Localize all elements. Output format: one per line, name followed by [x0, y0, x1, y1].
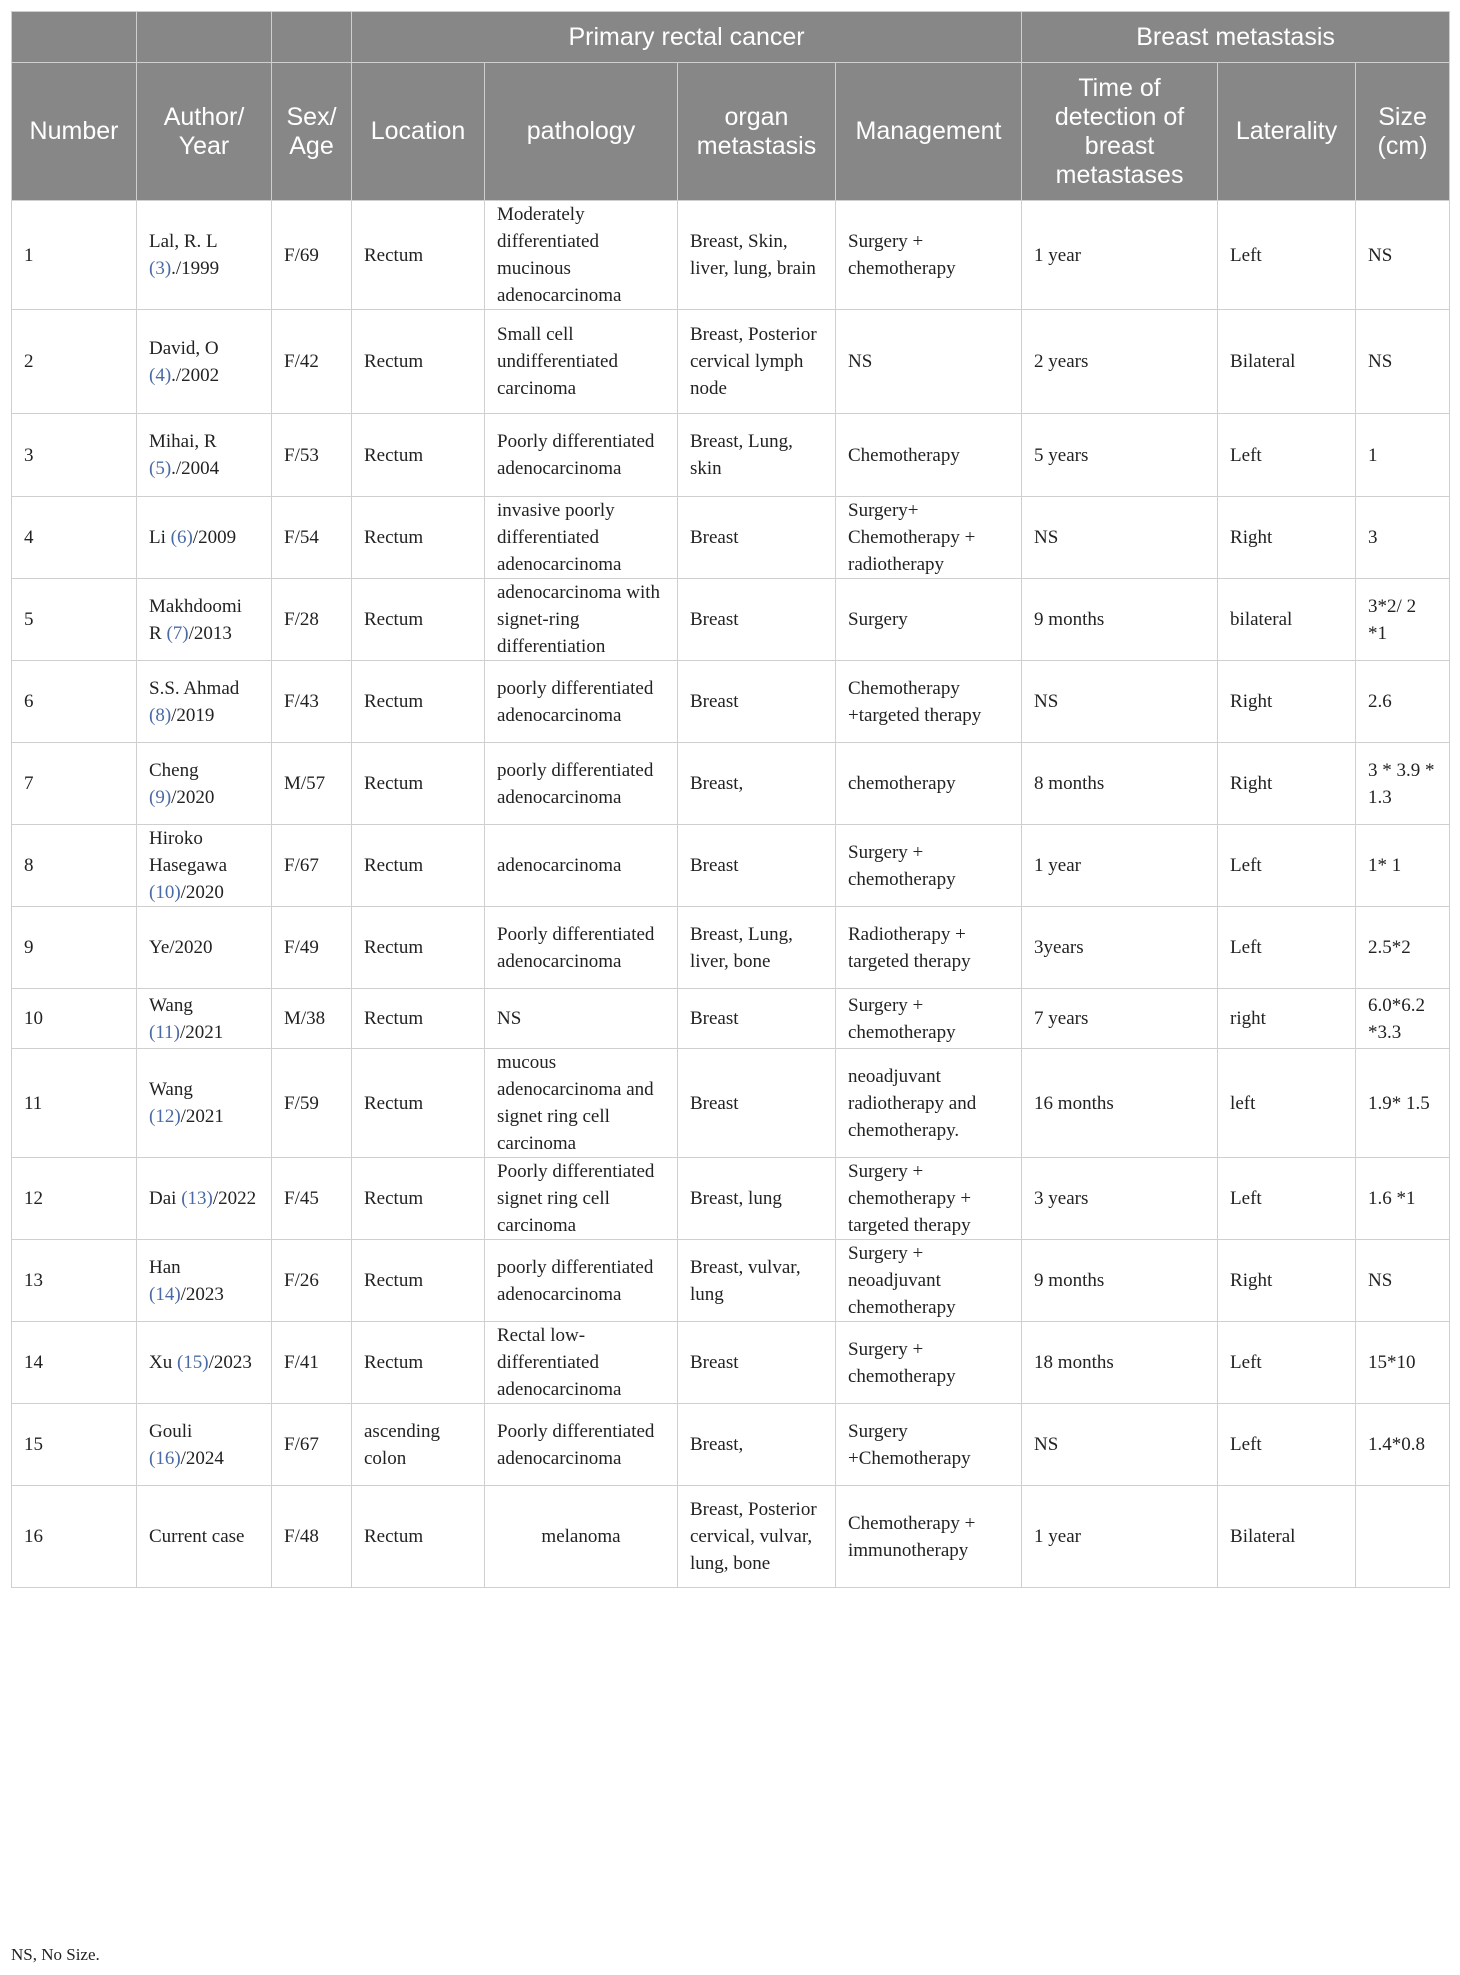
cell-sex-age: F/43: [272, 661, 352, 743]
cell-time-of-detection: NS: [1022, 661, 1218, 743]
cell-number: 12: [12, 1158, 137, 1240]
author-name: Wang: [149, 1079, 193, 1100]
table-row: [12, 1404, 1450, 1486]
author-name: Xu: [149, 1352, 177, 1373]
cell-management: Surgery +Chemotherapy: [836, 1404, 1022, 1486]
cell-sex-age: F/45: [272, 1158, 352, 1240]
cell-organ-metastasis: Breast: [678, 661, 836, 743]
table-body: [12, 201, 1450, 1588]
cell-laterality: Left: [1218, 907, 1356, 989]
literature-review-table: [11, 11, 1450, 1588]
cell-size: 1: [1356, 414, 1450, 497]
author-year: /2023: [180, 1283, 224, 1305]
cell-pathology: mucous adenocarcinoma and signet ring cell carcinoma: [485, 1049, 678, 1158]
cell-organ-metastasis: Breast, Lung, liver, bone: [678, 907, 836, 989]
reference-link[interactable]: (14): [149, 1283, 181, 1305]
column-header: Time of detection of breast metastases: [1022, 63, 1218, 201]
table-row: [12, 1158, 1450, 1240]
cell-number: 15: [12, 1404, 137, 1486]
table-row: [12, 201, 1450, 310]
cell-location: ascending colon: [352, 1404, 485, 1486]
cell-number: 9: [12, 907, 137, 989]
column-header: Sex/ Age: [272, 63, 352, 201]
cell-organ-metastasis: Breast,: [678, 1404, 836, 1486]
cell-size: [1356, 1486, 1450, 1588]
cell-location: Rectum: [352, 497, 485, 579]
author-year: /2009: [192, 527, 237, 548]
cell-number: 14: [12, 1322, 137, 1404]
group-header-cell: [137, 12, 272, 63]
author-name: Hiroko Hasegawa: [149, 828, 228, 876]
cell-number: 11: [12, 1049, 137, 1158]
cell-number: 10: [12, 989, 137, 1049]
cell-number: 1: [12, 201, 137, 310]
cell-location: Rectum: [352, 414, 485, 497]
reference-link[interactable]: (5): [149, 458, 172, 479]
cell-laterality: Right: [1218, 743, 1356, 825]
cell-time-of-detection: 1 year: [1022, 825, 1218, 907]
cell-sex-age: M/38: [272, 989, 352, 1049]
cell-sex-age: F/54: [272, 497, 352, 579]
cell-author-year: [137, 497, 272, 579]
cell-time-of-detection: 8 months: [1022, 743, 1218, 825]
cell-size: 3 * 3.9 * 1.3: [1356, 743, 1450, 825]
author-year: /2021: [180, 1106, 224, 1127]
author-year: /2021: [179, 1021, 224, 1043]
cell-author-year: [137, 414, 272, 497]
cell-management: Surgery + chemotherapy: [836, 825, 1022, 907]
cell-pathology: Moderately differentiated mucinous adenocarcinoma: [485, 201, 678, 310]
cell-laterality: Bilateral: [1218, 310, 1356, 414]
cell-number: 5: [12, 579, 137, 661]
cell-size: 1.4*0.8: [1356, 1404, 1450, 1486]
cell-pathology: NS: [485, 989, 678, 1049]
cell-organ-metastasis: Breast, Skin, liver, lung, brain: [678, 201, 836, 310]
cell-laterality: bilateral: [1218, 579, 1356, 661]
cell-size: 1* 1: [1356, 825, 1450, 907]
author-name: Mihai, R: [149, 431, 217, 452]
cell-sex-age: F/49: [272, 907, 352, 989]
cell-author-year: [137, 310, 272, 414]
author-year: ./1999: [171, 258, 220, 279]
cell-author-year: [137, 743, 272, 825]
group-header-breast-metastasis: Breast metastasis: [1022, 12, 1450, 63]
cell-laterality: Right: [1218, 1240, 1356, 1322]
author-name: S.S. Ahmad: [149, 677, 240, 699]
reference-link[interactable]: (8): [149, 704, 172, 726]
table-row: [12, 579, 1450, 661]
group-header-row: [12, 12, 1450, 63]
cell-author-year: [137, 1404, 272, 1486]
cell-location: Rectum: [352, 1240, 485, 1322]
cell-location: Rectum: [352, 579, 485, 661]
author-name: Cheng: [149, 759, 199, 781]
column-header: Number: [12, 63, 137, 201]
cell-number: 4: [12, 497, 137, 579]
cell-laterality: Left: [1218, 1158, 1356, 1240]
cell-author-year: [137, 201, 272, 310]
cell-management: Chemotherapy + immunotherapy: [836, 1486, 1022, 1588]
cell-sex-age: F/42: [272, 310, 352, 414]
cell-laterality: Left: [1218, 1322, 1356, 1404]
cell-time-of-detection: 9 months: [1022, 579, 1218, 661]
cell-size: 2.5*2: [1356, 907, 1450, 989]
cell-time-of-detection: NS: [1022, 1404, 1218, 1486]
cell-pathology: Poorly differentiated adenocarcinoma: [485, 414, 678, 497]
cell-sex-age: F/26: [272, 1240, 352, 1322]
cell-location: Rectum: [352, 661, 485, 743]
reference-link[interactable]: (12): [149, 1106, 181, 1127]
cell-management: Radiotherapy + targeted therapy: [836, 907, 1022, 989]
column-header: organ metastasis: [678, 63, 836, 201]
cell-time-of-detection: 16 months: [1022, 1049, 1218, 1158]
cell-location: Rectum: [352, 1486, 485, 1588]
cell-time-of-detection: 9 months: [1022, 1240, 1218, 1322]
cell-laterality: Left: [1218, 1404, 1356, 1486]
cell-pathology: Poorly differentiated signet ring cell carcinoma: [485, 1158, 678, 1240]
cell-sex-age: F/67: [272, 825, 352, 907]
cell-number: 2: [12, 310, 137, 414]
cell-location: Rectum: [352, 310, 485, 414]
cell-management: Surgery + chemotherapy + targeted therapy: [836, 1158, 1022, 1240]
reference-link[interactable]: (11): [149, 1021, 180, 1043]
cell-organ-metastasis: Breast: [678, 497, 836, 579]
cell-laterality: Left: [1218, 414, 1356, 497]
cell-pathology: adenocarcinoma: [485, 825, 678, 907]
author-year: /2023: [208, 1352, 252, 1373]
cell-management: Chemotherapy +targeted therapy: [836, 661, 1022, 743]
cell-size: NS: [1356, 310, 1450, 414]
reference-link[interactable]: (16): [149, 1447, 181, 1469]
cell-organ-metastasis: Breast, Posterior cervical, vulvar, lung, bone: [678, 1486, 836, 1588]
cell-organ-metastasis: Breast: [678, 825, 836, 907]
cell-time-of-detection: 18 months: [1022, 1322, 1218, 1404]
author-name: Gouli: [149, 1420, 193, 1442]
cell-management: neoadjuvant radiotherapy and chemotherapy.: [836, 1049, 1022, 1158]
cell-size: 3*2/ 2 *1: [1356, 579, 1450, 661]
table-footnote: NS, No Size.: [11, 1945, 100, 1964]
cell-number: 13: [12, 1240, 137, 1322]
cell-author-year: [137, 579, 272, 661]
cell-author-year: [137, 907, 272, 989]
column-header: pathology: [485, 63, 678, 201]
column-header: Location: [352, 63, 485, 201]
cell-organ-metastasis: Breast: [678, 1322, 836, 1404]
cell-size: NS: [1356, 201, 1450, 310]
cell-size: 2.6: [1356, 661, 1450, 743]
table-row: [12, 1240, 1450, 1322]
author-name: Han: [149, 1256, 181, 1278]
table-row: [12, 825, 1450, 907]
table-row: [12, 1486, 1450, 1588]
reference-link[interactable]: (3): [149, 258, 172, 279]
cell-laterality: Right: [1218, 497, 1356, 579]
column-header: Management: [836, 63, 1022, 201]
cell-sex-age: M/57: [272, 743, 352, 825]
cell-location: Rectum: [352, 989, 485, 1049]
cell-sex-age: F/48: [272, 1486, 352, 1588]
reference-link[interactable]: (4): [149, 364, 172, 386]
cell-pathology: Rectal low-differentiated adenocarcinoma: [485, 1322, 678, 1404]
cell-pathology: poorly differentiated adenocarcinoma: [485, 743, 678, 825]
table-row: [12, 414, 1450, 497]
cell-laterality: left: [1218, 1049, 1356, 1158]
author-name: Ye/2020: [149, 937, 213, 958]
cell-size: NS: [1356, 1240, 1450, 1322]
cell-organ-metastasis: Breast,: [678, 743, 836, 825]
table-row: [12, 1322, 1450, 1404]
cell-sex-age: F/53: [272, 414, 352, 497]
author-year: /2013: [188, 622, 232, 644]
table-row: [12, 1049, 1450, 1158]
reference-link[interactable]: (9): [149, 786, 172, 808]
cell-number: 3: [12, 414, 137, 497]
table-row: [12, 907, 1450, 989]
group-header-cell: [272, 12, 352, 63]
cell-organ-metastasis: Breast, lung: [678, 1158, 836, 1240]
cell-size: 6.0*6.2 *3.3: [1356, 989, 1450, 1049]
cell-organ-metastasis: Breast: [678, 1049, 836, 1158]
cell-time-of-detection: NS: [1022, 497, 1218, 579]
cell-number: 16: [12, 1486, 137, 1588]
cell-time-of-detection: 1 year: [1022, 1486, 1218, 1588]
table-row: [12, 743, 1450, 825]
cell-number: 7: [12, 743, 137, 825]
cell-sex-age: F/28: [272, 579, 352, 661]
author-name: Makhdoomi R: [149, 595, 242, 644]
cell-author-year: [137, 825, 272, 907]
cell-management: Surgery + chemotherapy: [836, 1322, 1022, 1404]
cell-author-year: [137, 1240, 272, 1322]
table-row: [12, 661, 1450, 743]
cell-pathology: melanoma: [485, 1486, 678, 1588]
column-header: Size (cm): [1356, 63, 1450, 201]
table-row: [12, 989, 1450, 1049]
author-name: Wang: [149, 994, 193, 1016]
cell-location: Rectum: [352, 1049, 485, 1158]
cell-pathology: Small cell undifferentiated carcinoma: [485, 310, 678, 414]
cell-author-year: [137, 1158, 272, 1240]
cell-organ-metastasis: Breast, Lung, skin: [678, 414, 836, 497]
cell-location: Rectum: [352, 743, 485, 825]
author-year: /2020: [180, 882, 224, 903]
author-year: ./2002: [171, 364, 220, 386]
cell-author-year: [137, 1486, 272, 1588]
cell-pathology: adenocarcinoma with signet-ring differentiation: [485, 579, 678, 661]
table-row: [12, 310, 1450, 414]
cell-location: Rectum: [352, 1158, 485, 1240]
cell-time-of-detection: 3years: [1022, 907, 1218, 989]
cell-management: Surgery: [836, 579, 1022, 661]
cell-location: Rectum: [352, 1322, 485, 1404]
reference-link[interactable]: (15): [176, 1352, 209, 1373]
cell-laterality: Right: [1218, 661, 1356, 743]
cell-sex-age: F/59: [272, 1049, 352, 1158]
cell-management: Chemotherapy: [836, 414, 1022, 497]
cell-organ-metastasis: Breast: [678, 579, 836, 661]
cell-management: NS: [836, 310, 1022, 414]
reference-link[interactable]: (6): [170, 527, 193, 548]
cell-laterality: Bilateral: [1218, 1486, 1356, 1588]
cell-pathology: invasive poorly differentiated adenocarcinoma: [485, 497, 678, 579]
author-name: Dai: [149, 1188, 182, 1209]
column-header: Laterality: [1218, 63, 1356, 201]
cell-laterality: right: [1218, 989, 1356, 1049]
cell-author-year: [137, 1049, 272, 1158]
cell-management: Surgery + chemotherapy: [836, 989, 1022, 1049]
author-year: /2024: [180, 1447, 224, 1469]
cell-author-year: [137, 1322, 272, 1404]
cell-time-of-detection: 1 year: [1022, 201, 1218, 310]
cell-size: 1.9* 1.5: [1356, 1049, 1450, 1158]
cell-pathology: poorly differentiated adenocarcinoma: [485, 661, 678, 743]
reference-link[interactable]: (7): [166, 622, 189, 644]
cell-size: 15*10: [1356, 1322, 1450, 1404]
cell-time-of-detection: 7 years: [1022, 989, 1218, 1049]
cell-time-of-detection: 5 years: [1022, 414, 1218, 497]
cell-pathology: poorly differentiated adenocarcinoma: [485, 1240, 678, 1322]
author-name: Current case: [149, 1526, 245, 1547]
cell-management: Surgery+ Chemotherapy + radiotherapy: [836, 497, 1022, 579]
cell-management: Surgery + neoadjuvant chemotherapy: [836, 1240, 1022, 1322]
cell-organ-metastasis: Breast, vulvar, lung: [678, 1240, 836, 1322]
cell-location: Rectum: [352, 825, 485, 907]
author-year: /2020: [171, 786, 215, 808]
author-year: ./2004: [171, 458, 220, 479]
column-header: Author/ Year: [137, 63, 272, 201]
cell-sex-age: F/67: [272, 1404, 352, 1486]
author-year: /2022: [212, 1188, 257, 1209]
cell-management: Surgery + chemotherapy: [836, 201, 1022, 310]
cell-time-of-detection: 3 years: [1022, 1158, 1218, 1240]
cell-sex-age: F/41: [272, 1322, 352, 1404]
cell-size: 1.6 *1: [1356, 1158, 1450, 1240]
author-name: David, O: [149, 337, 219, 359]
cell-time-of-detection: 2 years: [1022, 310, 1218, 414]
column-header-row: [12, 63, 1450, 201]
cell-pathology: Poorly differentiated adenocarcinoma: [485, 907, 678, 989]
cell-author-year: [137, 989, 272, 1049]
group-header-cell: [12, 12, 137, 63]
cell-number: 8: [12, 825, 137, 907]
cell-size: 3: [1356, 497, 1450, 579]
cell-laterality: Left: [1218, 201, 1356, 310]
author-name: Li: [149, 527, 171, 548]
cell-laterality: Left: [1218, 825, 1356, 907]
cell-location: Rectum: [352, 201, 485, 310]
group-header-primary-rectal-cancer: Primary rectal cancer: [352, 12, 1022, 63]
table-row: [12, 497, 1450, 579]
cell-organ-metastasis: Breast, Posterior cervical lymph node: [678, 310, 836, 414]
cell-management: chemotherapy: [836, 743, 1022, 825]
author-name: Lal, R. L: [149, 231, 217, 252]
cell-location: Rectum: [352, 907, 485, 989]
cell-organ-metastasis: Breast: [678, 989, 836, 1049]
author-year: /2019: [171, 704, 215, 726]
cell-number: 6: [12, 661, 137, 743]
reference-link[interactable]: (10): [149, 882, 181, 903]
cell-pathology: Poorly differentiated adenocarcinoma: [485, 1404, 678, 1486]
reference-link[interactable]: (13): [181, 1188, 213, 1209]
cell-author-year: [137, 661, 272, 743]
cell-sex-age: F/69: [272, 201, 352, 310]
